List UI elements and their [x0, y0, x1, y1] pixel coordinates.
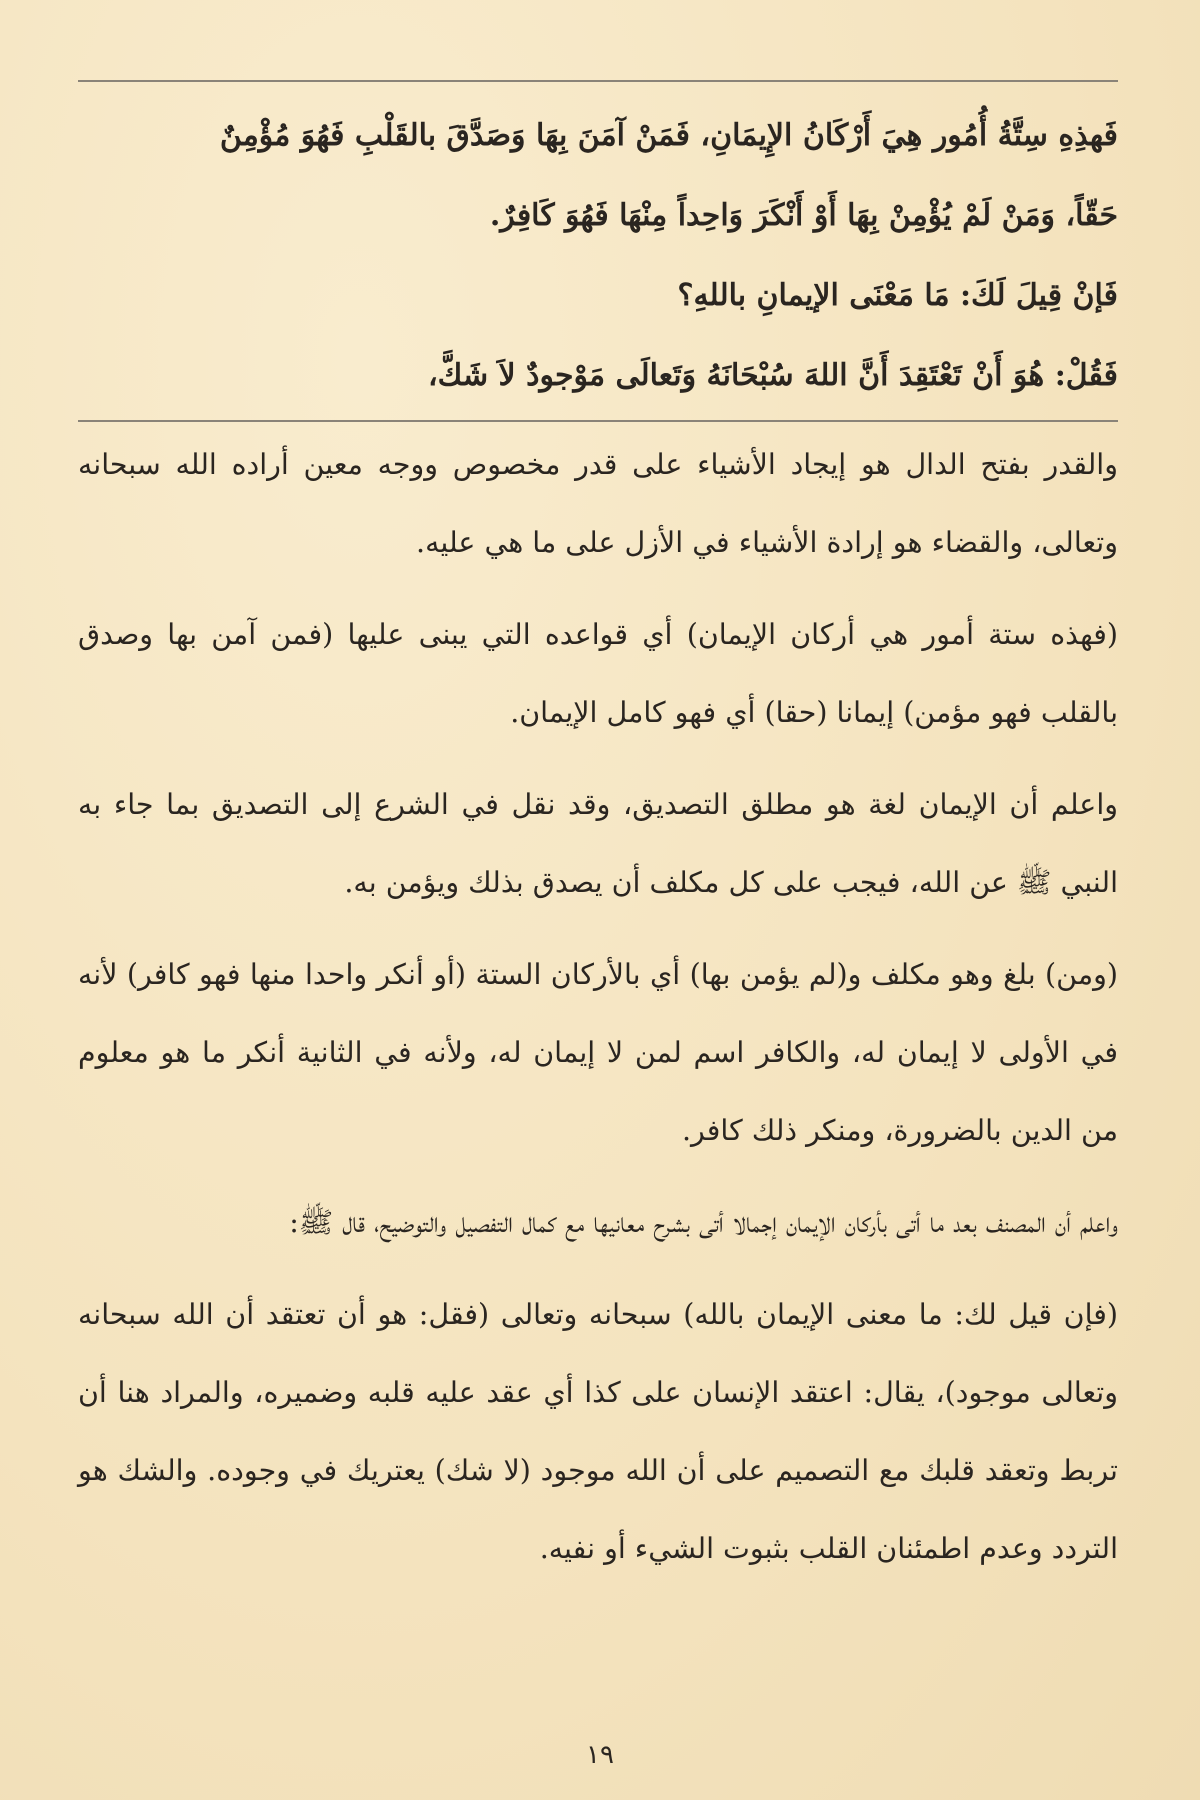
sharh-paragraph: (ومن) بلغ وهو مكلف و(لم يؤمن بها) أي بالأركان الستة (أو أنكر واحدا منها فهو كافر) لأنه في الأولى لا إيمان له، والكافر اسم لمن لا إيمان له، ولأنه في الثانية أنكر ما هو معلوم من الدين بالضرورة، ومنكر ذلك كافر. — [78, 958, 1118, 1147]
matn-question: فَإنْ قِيلَ لَكَ: مَا مَعْنَى الإيمانِ باللهِ؟ — [677, 278, 1118, 313]
sharh-block — [78, 426, 1118, 1588]
sharh-paragraph: والقدر بفتح الدال هو إيجاد الأشياء على قدر مخصوص ووجه معين أراده الله سبحانه وتعالى، والقضاء هو إرادة الأشياء في الأزل على ما هي عليه. — [78, 448, 1118, 559]
matn-block — [78, 96, 1118, 416]
book-page — [78, 80, 1118, 1760]
sharh-paragraph: (فإن قيل لك: ما معنى الإيمان بالله) سبحانه وتعالى (فقل: هو أن تعتقد أن الله سبحانه وتعالى موجود)، يقال: اعتقد الإنسان على كذا أي عقد عليه قلبه وضميره، والمراد هنا أن تربط وتعقد قلبك مع التصميم على أن الله موجود (لا شك) يعتريك في وجوده. والشك هو التردد وعدم اطمئنان القلب بثبوت الشيء أو نفيه. — [78, 1298, 1118, 1565]
sharh-paragraph: واعلم أن الإيمان لغة هو مطلق التصديق، وقد نقل في الشرع إلى التصديق بما جاء به النبي ﷺ عن الله، فيجب على كل مكلف أن يصدق بذلك ويؤمن به. — [78, 788, 1118, 899]
matn-answer: فَقُلْ: هُوَ أَنْ تَعْتَقِدَ أَنَّ اللهَ سُبْحَانَهُ وَتَعالَى مَوْجودٌ لاَ شَكَّ، — [428, 358, 1118, 393]
sharh-paragraph: واعلم أن المصنف بعد ما أتى بأركان الإيمان إجمالا أتى بشرح معانيها مع كمال التفصيل والتوضيح، قال ﷺ: — [289, 1206, 1118, 1239]
top-rule — [78, 80, 1118, 82]
matn-line: فَهذِهِ سِتَّةُ أُمُور هِيَ أَرْكَانُ الإِيمَانِ، فَمَنْ آمَنَ بِهَا وَصَدَّقَ بالقَلْبِ فَهُوَ مُؤْمِنٌ — [219, 118, 1118, 153]
page-number: ١٩ — [586, 1740, 614, 1770]
matn-line: حَقّاً، وَمَنْ لَمْ يُؤْمِنْ بِهَا أَوْ أَنْكَرَ وَاحِداً مِنْهَا فَهُوَ كَافِرٌ. — [489, 198, 1118, 233]
separator-rule — [78, 420, 1118, 422]
sharh-paragraph: (فهذه ستة أمور هي أركان الإيمان) أي قواعده التي يبنى عليها (فمن آمن بها وصدق بالقلب فهو مؤمن) إيمانا (حقا) أي فهو كامل الإيمان. — [78, 618, 1118, 729]
